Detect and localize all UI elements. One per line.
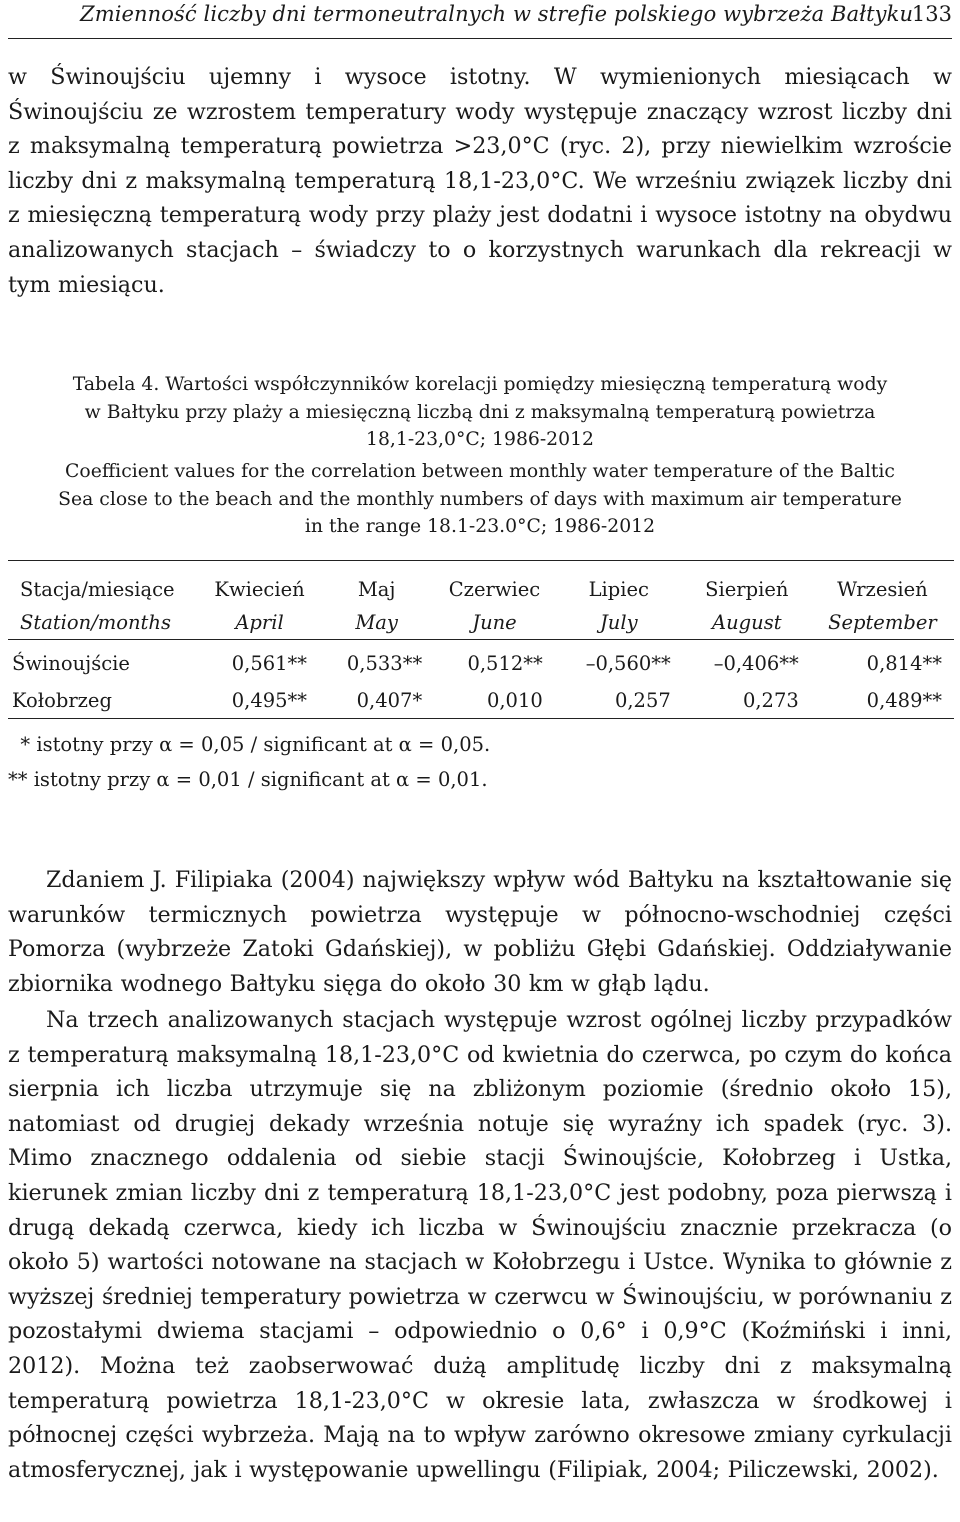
- value-cell: 0,010: [434, 682, 555, 719]
- value-cell: 0,561**: [231, 651, 308, 675]
- footnote: ** istotny przy α = 0,01 / significant at α = 0,01.: [8, 768, 488, 791]
- header-cell: Station/months: [8, 605, 200, 640]
- paragraph-3: [8, 1003, 952, 1487]
- caption-line: in the range 18.1-23.0°C; 1986-2012: [304, 516, 656, 537]
- header-cell: September: [811, 605, 954, 640]
- header-cell: August: [683, 605, 811, 640]
- header-cell: June: [434, 605, 555, 640]
- header-cell: July: [555, 605, 683, 640]
- running-head: [8, 0, 952, 39]
- header-cell: Maj: [319, 561, 434, 606]
- value-cell: 0,407*: [319, 682, 434, 719]
- header-cell: April: [200, 605, 319, 640]
- header-cell: Stacja/miesiące: [8, 561, 200, 606]
- running-title: Zmienność liczby dni termoneutralnych w strefie polskiego wybrzeża Bałtyku: [80, 2, 914, 26]
- value-cell: 0,489**: [811, 682, 954, 719]
- page-number: 133: [911, 2, 952, 26]
- value-cell: 0,814**: [866, 651, 942, 675]
- table-footnotes: [8, 727, 490, 797]
- header-cell: Kwiecień: [200, 561, 319, 606]
- value-cell: 0,257: [555, 682, 683, 719]
- paragraph-1: w Świnoujściu ujemny i wysoce istotny. W wymienionych miesiącach w Świnoujściu ze wzrostem temperatury wody występuje znaczący wzrost liczby dni z maksymalną temperaturą powietrza >23,0°C (ryc. 2), przy niewielkim wzroście liczby dni z maksymalną temperaturą 18,1-23,0°C. We wrześniu związek liczby dni z miesięczną temperaturą wody przy plaży jest dodatni i wysoce istotny na obydwu analizowanych stacjach – świadczy to o korzystnych warunkach dla rekreacji w tym miesiącu.: [8, 64, 952, 298]
- value-cell: 0,533**: [346, 651, 423, 675]
- value-cell: –0,560**: [585, 651, 671, 675]
- caption-line: Coefficient values for the correlation between monthly water temperature of the Baltic: [65, 461, 895, 482]
- station-cell: Świnoujście: [12, 651, 130, 675]
- value-cell: –0,406**: [713, 651, 799, 675]
- caption-line: Tabela 4. Wartości współczynników korelacji pomiędzy miesięczną temperaturą wody: [72, 374, 888, 395]
- header-cell: May: [319, 605, 434, 640]
- value-cell: 0,273: [683, 682, 811, 719]
- header-cell: Sierpień: [683, 561, 811, 606]
- table-row: [8, 640, 954, 683]
- value-cell: 0,512**: [467, 651, 543, 675]
- caption-line: 18,1-23,0°C; 1986-2012: [366, 429, 594, 450]
- footnote: * istotny przy α = 0,05 / significant at α = 0,05.: [8, 733, 491, 756]
- header-cell: Wrzesień: [811, 561, 954, 606]
- caption-line: w Bałtyku przy plaży a miesięczną liczbą dni z maksymalną temperaturą powietrza: [84, 401, 876, 423]
- header-cell: Czerwiec: [434, 561, 555, 606]
- caption-line: Sea close to the beach and the monthly numbers of days with maximum air temperature: [58, 488, 902, 510]
- table-header-row: [8, 561, 954, 606]
- value-cell: 0,495**: [200, 682, 319, 719]
- station-cell: Kołobrzeg: [8, 682, 200, 719]
- paragraph-text: Na trzech analizowanych stacjach występuje wzrost ogólnej liczby przypadków z temperaturą maksymalną 18,1-23,0°C od kwietnia do czerwca, po czym do końca sierpnia ich liczba utrzymuje się na zbliżonym poziomie (średnio około 15), natomiast od drugiej dekady września notuje się wyraźny ich spadek (ryc. 3). Mimo znacznego oddalenia od siebie stacji Świnoujście, Kołobrzeg i Ustka, kierunek zmian liczby dni z temperaturą 18,1-23,0°C jest podobny, poza pierwszą i drugą dekadą czerwca, kiedy ich liczba w Świnoujściu znacznie przekracza (o około 5) wartości notowane na stacjach w Kołobrzegu i Ustce. Wynika to głównie z wyższej średniej temperatury powietrza w czerwcu w Świnoujściu, w porównaniu z pozostałymi dwiema stacjami – odpowiednio o 0,6° i 0,9°C (Koźmiński i inni, 2012). Można też zaobserwować dużą amplitudę liczby dni z maksymalną temperaturą powietrza 18,1-23,0°C w okresie lata, zwłaszcza w środkowej i północnej części wybrzeża. Mają na to wpływ zarówno okresowe zmiany cyrkulacji atmosferycznej, jak i występowanie upwellingu (Filipiak, 2004; Piliczewski, 2002).: [8, 1007, 952, 1483]
- correlation-table: [8, 560, 954, 719]
- table-caption-english: [30, 458, 930, 541]
- table-header-row-english: [8, 605, 954, 640]
- table-row: [8, 682, 954, 719]
- table-caption-polish: [30, 371, 930, 454]
- header-cell: Lipiec: [555, 561, 683, 606]
- paragraph-2: [8, 863, 952, 1001]
- paragraph-text: Zdaniem J. Filipiaka (2004) największy wpływ wód Bałtyku na kształtowanie się warunków termicznych powietrza występuje w północno-wschodniej części Pomorza (wybrzeże Zatoki Gdańskiej), w pobliżu Głębi Gdańskiej. Oddziaływanie zbiornika wodnego Bałtyku sięga do około 30 km w głąb lądu.: [8, 867, 952, 997]
